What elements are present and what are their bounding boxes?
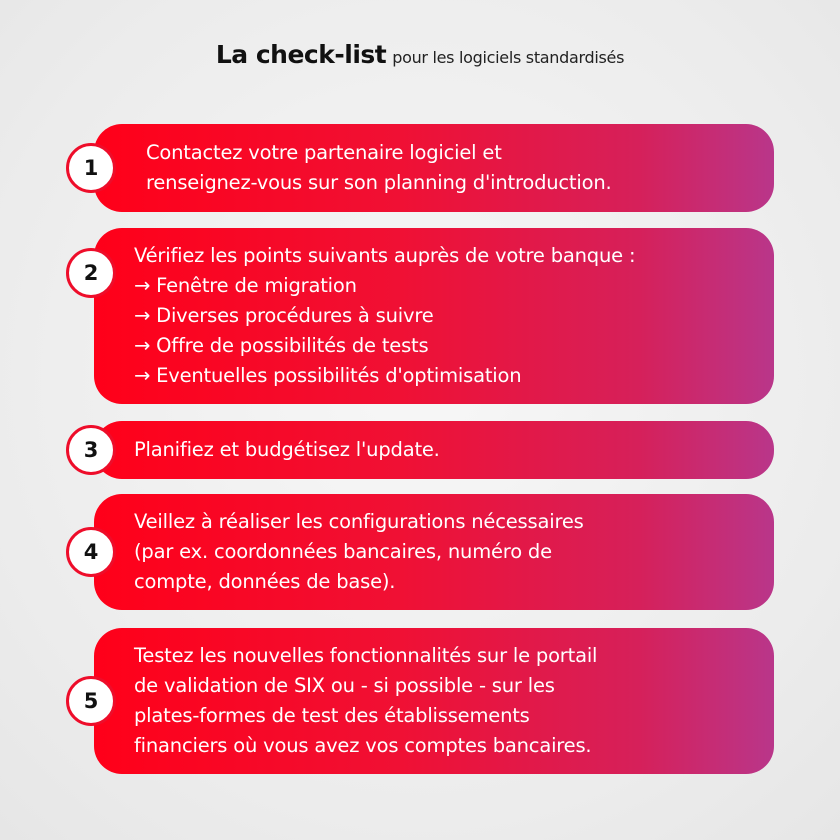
step-number-badge-5: 5 <box>66 676 116 726</box>
step-card-5 <box>94 628 774 774</box>
page-subtitle: pour les logiciels standardisés <box>392 48 625 67</box>
step-4-line-2: (par ex. coordonnées bancaires, numéro de <box>134 540 552 563</box>
step-number-badge-4: 4 <box>66 527 116 577</box>
step-text-5 <box>134 641 597 761</box>
step-text-3 <box>134 435 440 465</box>
step-card-3 <box>94 421 774 479</box>
step-number-badge-2: 2 <box>66 248 116 298</box>
step-1-line-2: renseignez-vous sur son planning d'introduction. <box>146 171 612 194</box>
page-title: La check-list <box>215 40 387 69</box>
step-5-line-4: financiers où vous avez vos comptes bancaires. <box>134 734 592 757</box>
step-2-line-2: → Fenêtre de migration <box>134 274 357 297</box>
step-card-2 <box>94 228 774 404</box>
step-1-line-1: Contactez votre partenaire logiciel et <box>146 141 502 164</box>
step-5-line-2: de validation de SIX ou - si possible - sur les <box>134 674 555 697</box>
step-text-1 <box>146 138 611 198</box>
step-text-4 <box>134 507 584 597</box>
step-4-line-3: compte, données de base). <box>134 570 396 593</box>
step-number-badge-1: 1 <box>66 143 116 193</box>
page-header <box>0 40 840 69</box>
step-2-line-4: → Offre de possibilités de tests <box>134 334 429 357</box>
step-card-4 <box>94 494 774 610</box>
step-5-line-1: Testez les nouvelles fonctionnalités sur le portail <box>134 644 598 667</box>
step-2-line-5: → Eventuelles possibilités d'optimisation <box>134 364 522 387</box>
step-text-2 <box>134 241 635 391</box>
step-card-1 <box>94 124 774 212</box>
step-5-line-3: plates-formes de test des établissements <box>134 704 530 727</box>
step-number-badge-3: 3 <box>66 425 116 475</box>
step-4-line-1: Veillez à réaliser les configurations nécessaires <box>134 510 584 533</box>
step-3-line-1: Planifiez et budgétisez l'update. <box>134 438 440 461</box>
step-2-line-3: → Diverses procédures à suivre <box>134 304 434 327</box>
step-2-line-1: Vérifiez les points suivants auprès de votre banque : <box>134 244 636 267</box>
